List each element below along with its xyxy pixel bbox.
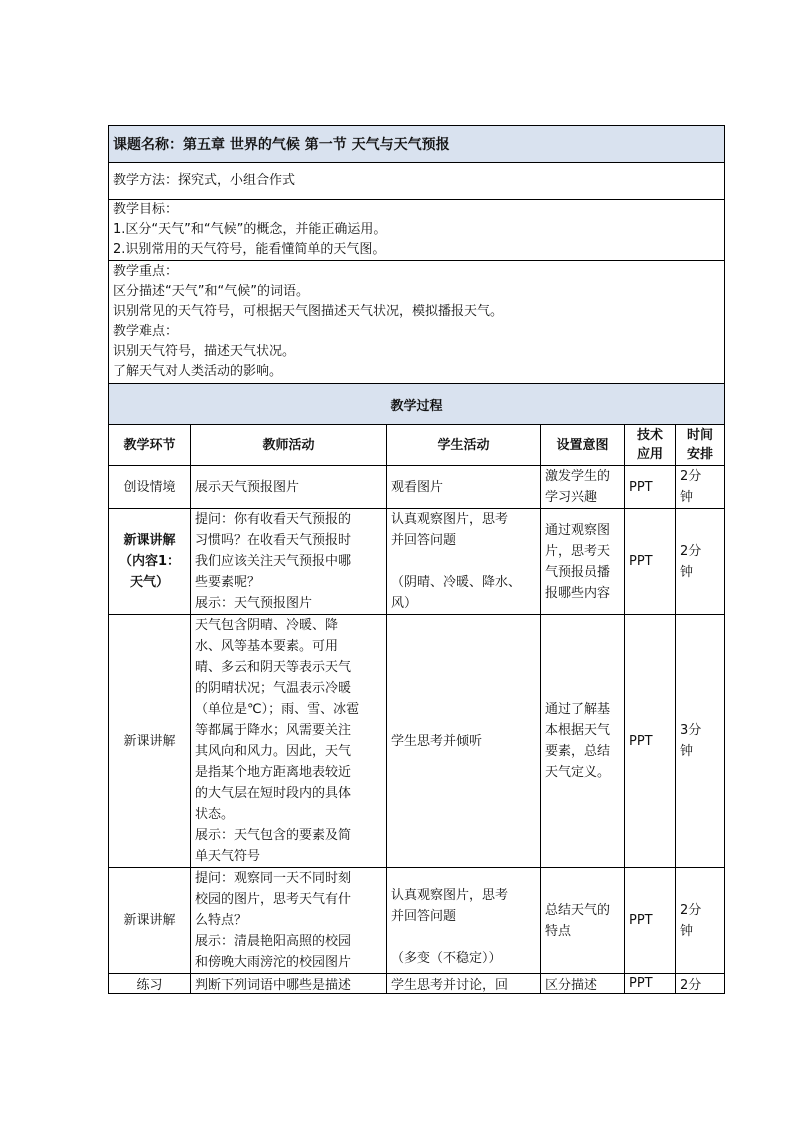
goals-heading: 教学目标： <box>113 202 179 217</box>
tech-cell: PPT <box>625 974 676 994</box>
teaching-goals <box>109 200 725 261</box>
stage-cell: 创设情境 <box>109 466 191 509</box>
intent-cell: 区分描述 <box>541 974 625 994</box>
intent-cell: 通过了解基 本根据天气 要素，总结 天气定义。 <box>541 615 625 868</box>
time-cell: 2分 钟 <box>676 509 725 615</box>
student-cell: 观看图片 <box>387 466 541 509</box>
student-cell: 学生思考并讨论，回 <box>387 974 541 994</box>
col-stage: 教学环节 <box>109 425 191 466</box>
time-cell: 2分 钟 <box>676 466 725 509</box>
process-heading: 教学过程 <box>109 384 725 425</box>
teaching-focus <box>109 261 725 384</box>
tech-cell: PPT <box>625 615 676 868</box>
col-intent: 设置意图 <box>541 425 625 466</box>
lesson-plan-table <box>108 125 725 994</box>
col-tech: 技术 应用 <box>625 425 676 466</box>
difficulty-heading: 教学难点： <box>113 324 179 339</box>
goal-item: 2.识别常用的天气符号，能看懂简单的天气图。 <box>113 242 386 257</box>
goal-item: 1.区分“天气”和“气候”的概念，并能正确运用。 <box>113 222 387 237</box>
tech-cell: PPT <box>625 509 676 615</box>
column-header-row <box>109 425 725 466</box>
stage-cell: 新课讲解 <box>109 615 191 868</box>
time-cell: 2分 <box>676 974 725 994</box>
student-cell: 学生思考并倾听 <box>387 615 541 868</box>
col-time: 时间 安排 <box>676 425 725 466</box>
tech-cell: PPT <box>625 868 676 974</box>
key-item: 区分描述“天气”和“气候”的词语。 <box>113 284 309 299</box>
stage-cell: 新课讲解 （内容1： 天气） <box>109 509 191 615</box>
difficulty-item: 了解天气对人类活动的影响。 <box>113 364 283 379</box>
col-teacher: 教师活动 <box>191 425 387 466</box>
teacher-cell: 判断下列词语中哪些是描述 <box>191 974 387 994</box>
table-row <box>109 509 725 615</box>
key-item: 识别常见的天气符号，可根据天气图描述天气状况，模拟播报天气。 <box>113 304 504 319</box>
col-student: 学生活动 <box>387 425 541 466</box>
teaching-method: 教学方法：探究式，小组合作式 <box>109 163 725 200</box>
table-row <box>109 466 725 509</box>
intent-cell: 激发学生的 学习兴趣 <box>541 466 625 509</box>
student-cell: 认真观察图片，思考 并回答问题 （多变（不稳定）） <box>387 868 541 974</box>
teacher-cell: 提问：观察同一天不同时刻 校园的图片，思考天气有什 么特点？ 展示：清晨艳阳高照的校园 和傍晚大雨滂沱的校园图片 <box>191 868 387 974</box>
difficulty-item: 识别天气符号，描述天气状况。 <box>113 344 296 359</box>
intent-cell: 通过观察图 片，思考天 气预报员播 报哪些内容 <box>541 509 625 615</box>
table-row <box>109 974 725 994</box>
lesson-title: 课题名称：第五章 世界的气候 第一节 天气与天气预报 <box>109 126 725 163</box>
intent-cell: 总结天气的 特点 <box>541 868 625 974</box>
time-cell: 3分 钟 <box>676 615 725 868</box>
stage-cell: 练习 <box>109 974 191 994</box>
teacher-cell: 提问：你有收看天气预报的 习惯吗？在收看天气预报时 我们应该关注天气预报中哪 些要素呢？ 展示：天气预报图片 <box>191 509 387 615</box>
table-row <box>109 615 725 868</box>
table-row <box>109 868 725 974</box>
student-cell: 认真观察图片，思考 并回答问题 （阴晴、冷暖、降水、 风） <box>387 509 541 615</box>
key-heading: 教学重点： <box>113 264 179 279</box>
stage-cell: 新课讲解 <box>109 868 191 974</box>
tech-cell: PPT <box>625 466 676 509</box>
time-cell: 2分 钟 <box>676 868 725 974</box>
teacher-cell: 展示天气预报图片 <box>191 466 387 509</box>
teacher-cell: 天气包含阴晴、冷暖、降 水、风等基本要素。可用 晴、多云和阴天等表示天气 的阴晴状况；气温表示冷暖 （单位是℃）；雨、雪、冰雹 等都属于降水；风需要关注 其风向和风力。因此，天气 是指某个地方距离地表较近 的大气层在短时段内的具体 状态。 展示：天气包含的要素及简 单天气符号 <box>191 615 387 868</box>
